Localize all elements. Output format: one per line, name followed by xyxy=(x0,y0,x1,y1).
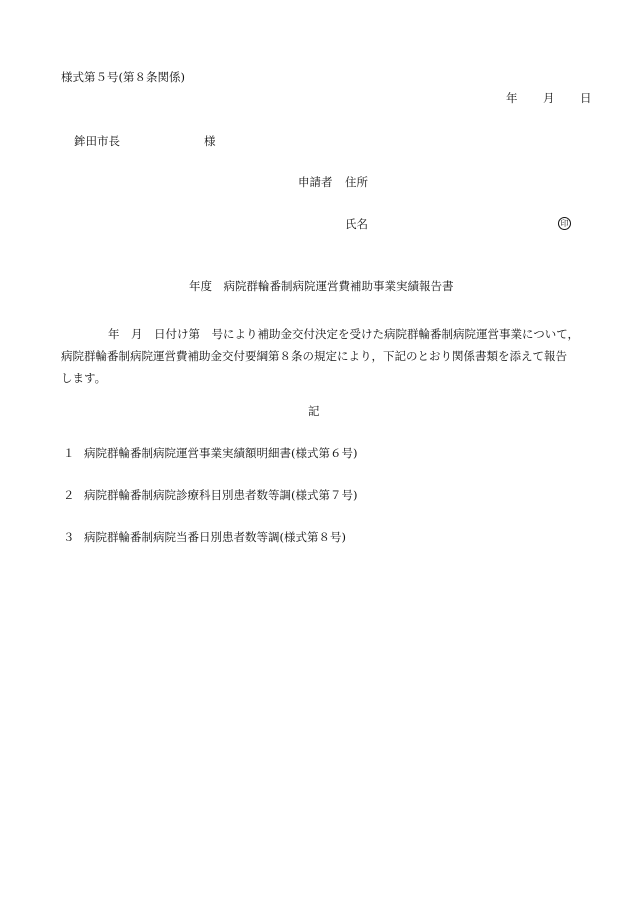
body-line-3: します。 xyxy=(61,371,107,385)
report-title: 年度 病院群輪番制病院運営費補助事業実績報告書 xyxy=(189,279,454,293)
form-number: 様式第５号(第８条関係) xyxy=(61,70,185,84)
list-item xyxy=(63,532,346,544)
date-month-label: 月 xyxy=(543,91,555,105)
body-line-1: 年 月 日付け第 号により補助金交付決定を受けた病院群輪番制病院運営事業について， xyxy=(108,327,580,341)
body-line-2: 病院群輪番制病院運営費補助金交付要綱第８条の規定により，下記のとおり関係書類を添えて報告 xyxy=(61,349,567,363)
list-item-text: 病院群輪番制病院当番日別患者数等調(様式第８号) xyxy=(84,530,346,544)
body-paragraph xyxy=(61,323,581,389)
list-item xyxy=(63,448,357,460)
seal-mark: 印 xyxy=(558,217,571,230)
addressee-honorific: 様 xyxy=(204,134,216,148)
list-item-number: １ xyxy=(63,446,75,460)
applicant-label: 申請者 xyxy=(298,175,333,189)
date-year-label: 年 xyxy=(506,91,518,105)
list-item-text: 病院群輪番制病院診療科目別患者数等調(様式第７号) xyxy=(84,488,358,502)
list-item-number: ２ xyxy=(63,488,75,502)
date-line xyxy=(506,93,592,105)
address-label: 住所 xyxy=(345,175,368,189)
list-item-text: 病院群輪番制病院運営事業実績額明細書(様式第６号) xyxy=(84,446,358,460)
addressee-name: 鉾田市長 xyxy=(74,134,120,148)
date-day-label: 日 xyxy=(580,91,592,105)
name-label: 氏名 xyxy=(345,217,368,231)
list-item xyxy=(63,490,357,502)
list-item-number: ３ xyxy=(63,530,75,544)
ki-heading: 記 xyxy=(308,404,320,418)
